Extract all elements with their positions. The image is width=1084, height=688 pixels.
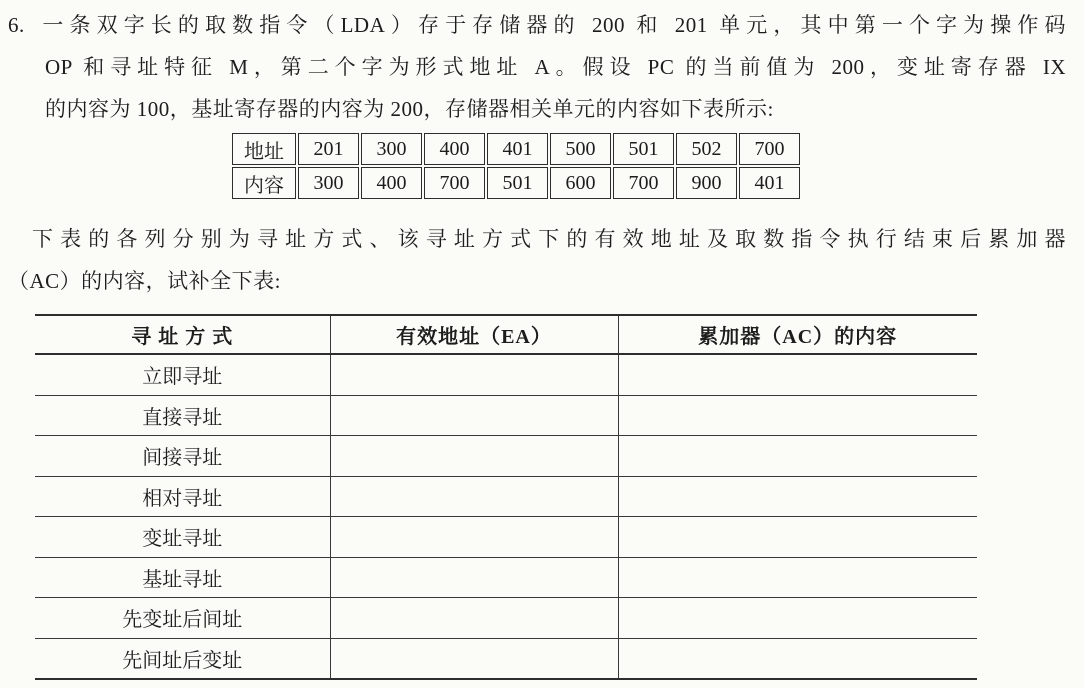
ac-answer-cell (618, 638, 977, 679)
memory-address-cell: 700 (739, 133, 800, 165)
memory-content-cell: 900 (676, 167, 737, 199)
addressing-mode-label: 先间址后变址 (35, 638, 330, 679)
ea-answer-cell (330, 557, 618, 598)
question-number: 6. (8, 13, 25, 37)
memory-content-row (232, 167, 800, 199)
addressing-mode-label: 间接寻址 (35, 436, 330, 477)
memory-row-label: 内容 (232, 167, 296, 199)
question-text-line: （AC）的内容，试补全下表: (8, 269, 282, 293)
memory-content-cell: 600 (550, 167, 611, 199)
table-row (35, 598, 977, 639)
ea-answer-cell (330, 476, 618, 517)
table-row (35, 395, 977, 436)
memory-address-cell: 502 (676, 133, 737, 165)
memory-address-cell: 501 (613, 133, 674, 165)
ea-answer-cell (330, 436, 618, 477)
ea-answer-cell (330, 598, 618, 639)
table-row (35, 354, 977, 395)
question-paragraph-2 (8, 218, 1066, 302)
table-row (35, 476, 977, 517)
ac-answer-cell (618, 557, 977, 598)
ac-answer-cell (618, 476, 977, 517)
addressing-mode-label: 变址寻址 (35, 517, 330, 558)
memory-address-cell: 300 (361, 133, 422, 165)
question-text: 一条双字长的取数指令（LDA）存于存储器的 200 和 201 单元，其中第一个字为操作码 (36, 13, 1066, 37)
table-row (35, 517, 977, 558)
column-header-effective-address: 有效地址（EA） (330, 315, 618, 354)
memory-content-cell: 700 (613, 167, 674, 199)
ea-answer-cell (330, 517, 618, 558)
addressing-mode-label: 基址寻址 (35, 557, 330, 598)
memory-address-cell: 201 (298, 133, 359, 165)
memory-content-cell: 300 (298, 167, 359, 199)
column-header-addressing-mode: 寻 址 方 式 (35, 315, 330, 354)
ac-answer-cell (618, 354, 977, 395)
addressing-mode-label: 立即寻址 (35, 354, 330, 395)
memory-content-cell: 400 (361, 167, 422, 199)
addressing-mode-label: 先变址后间址 (35, 598, 330, 639)
answer-table-header-row (35, 315, 977, 354)
addressing-answer-table (35, 314, 977, 680)
question-text-line (8, 4, 1066, 46)
memory-content-cell: 700 (424, 167, 485, 199)
addressing-mode-label: 相对寻址 (35, 476, 330, 517)
memory-address-cell: 500 (550, 133, 611, 165)
memory-address-row (232, 133, 800, 165)
column-header-accumulator-content: 累加器（AC）的内容 (618, 315, 977, 354)
table-row (35, 436, 977, 477)
memory-content-cell: 501 (487, 167, 548, 199)
memory-row-label: 地址 (232, 133, 296, 165)
memory-content-cell: 401 (739, 167, 800, 199)
memory-address-cell: 401 (487, 133, 548, 165)
memory-contents-table (230, 131, 802, 201)
question-text-line: OP 和寻址特征 M，第二个字为形式地址 A。假设 PC 的当前值为 200，变址寄存器 IX (45, 55, 1066, 79)
ac-answer-cell (618, 517, 977, 558)
table-row (35, 557, 977, 598)
ac-answer-cell (618, 436, 977, 477)
memory-address-cell: 400 (424, 133, 485, 165)
question-text-line: 下表的各列分别为寻址方式、该寻址方式下的有效地址及取数指令执行结束后累加器 (32, 227, 1066, 251)
table-row (35, 638, 977, 679)
ea-answer-cell (330, 354, 618, 395)
ac-answer-cell (618, 395, 977, 436)
ac-answer-cell (618, 598, 977, 639)
addressing-mode-label: 直接寻址 (35, 395, 330, 436)
ea-answer-cell (330, 638, 618, 679)
question-paragraph-1 (8, 4, 1066, 130)
ea-answer-cell (330, 395, 618, 436)
question-text-line: 的内容为 100，基址寄存器的内容为 200，存储器相关单元的内容如下表所示: (45, 97, 774, 121)
